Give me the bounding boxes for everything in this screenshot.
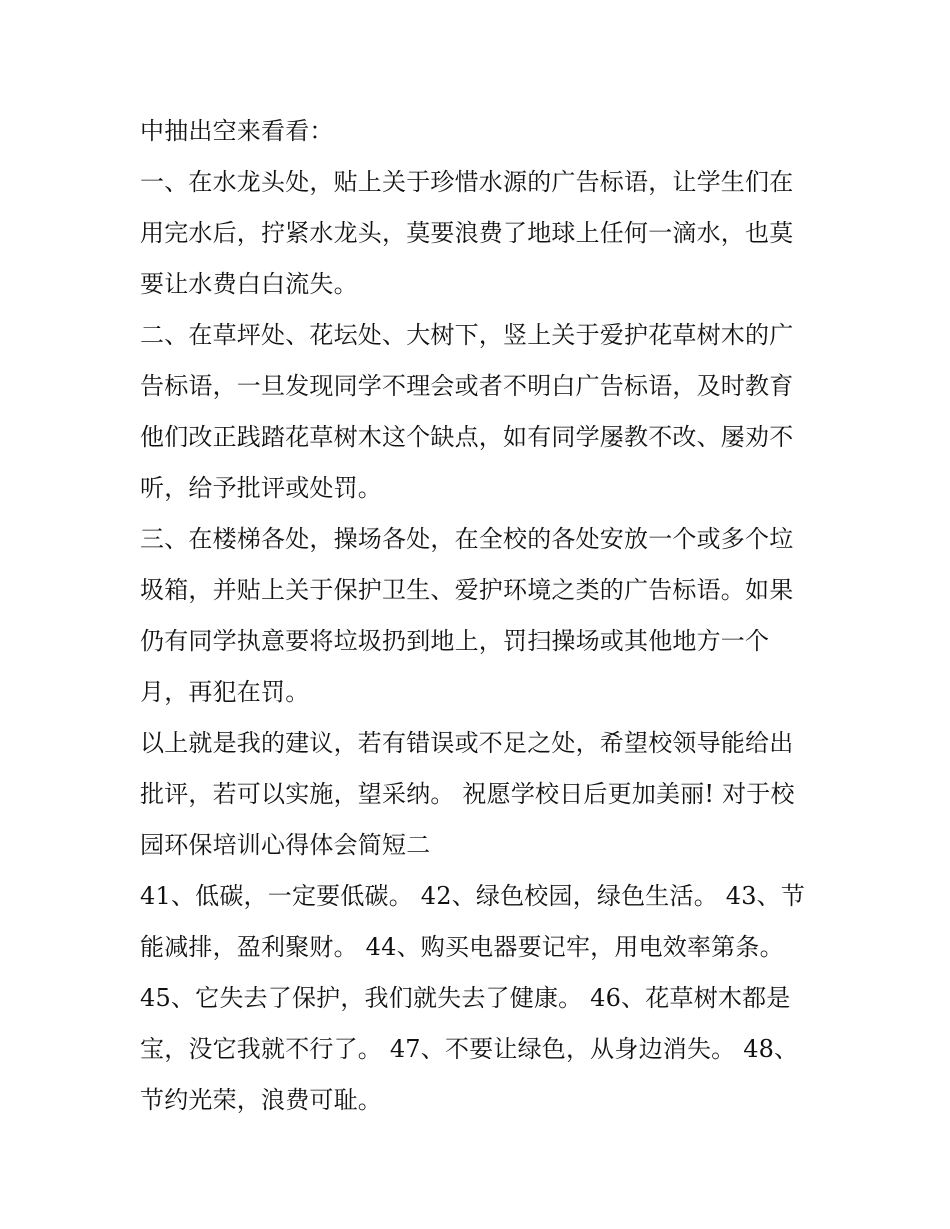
text-line: 他们改正践踏花草树木这个缺点，如有同学屡教不改、屡劝不	[140, 423, 794, 451]
text-line: 批评，若可以实施，望采纳。 祝愿学校日后更加美丽! 对于校	[140, 780, 795, 808]
text-line: 要让水费白白流失。	[140, 270, 358, 298]
text-line: 宝，没它我就不行了。 47、不要让绿色，从身边消失。 48、	[140, 1035, 799, 1063]
text-line: 园环保培训心得体会简短二	[140, 831, 431, 859]
text-line: 听，给予批评或处罚。	[140, 474, 382, 502]
text-line: 仍有同学执意要将垃圾扔到地上，罚扫操场或其他地方一个	[140, 627, 770, 655]
text-line: 三、在楼梯各处，操场各处，在全校的各处安放一个或多个垃	[140, 525, 794, 553]
text-line: 能减排，盈利聚财。 44、购买电器要记牢，用电效率第条。	[140, 933, 784, 961]
text-line: 告标语，一旦发现同学不理会或者不明白广告标语，及时教育	[140, 372, 794, 400]
text-line: 一、在水龙头处，贴上关于珍惜水源的广告标语，让学生们在	[140, 168, 794, 196]
text-line: 二、在草坪处、花坛处、大树下，竖上关于爱护花草树木的广	[140, 321, 794, 349]
text-line: 圾箱，并贴上关于保护卫生、爱护环境之类的广告标语。如果	[140, 576, 794, 604]
text-line: 用完水后，拧紧水龙头，莫要浪费了地球上任何一滴水，也莫	[140, 219, 794, 247]
text-line: 节约光荣，浪费可耻。	[140, 1086, 382, 1114]
text-line: 以上就是我的建议，若有错误或不足之处，希望校领导能给出	[140, 729, 794, 757]
text-line: 45、它失去了保护，我们就失去了健康。 46、花草树木都是	[140, 984, 791, 1012]
document-body	[140, 106, 820, 1126]
text-line: 41、低碳，一定要低碳。 42、绿色校园，绿色生活。 43、节	[140, 882, 806, 910]
text-line: 中抽出空来看看：	[140, 117, 334, 145]
text-line: 月，再犯在罚。	[140, 678, 310, 706]
